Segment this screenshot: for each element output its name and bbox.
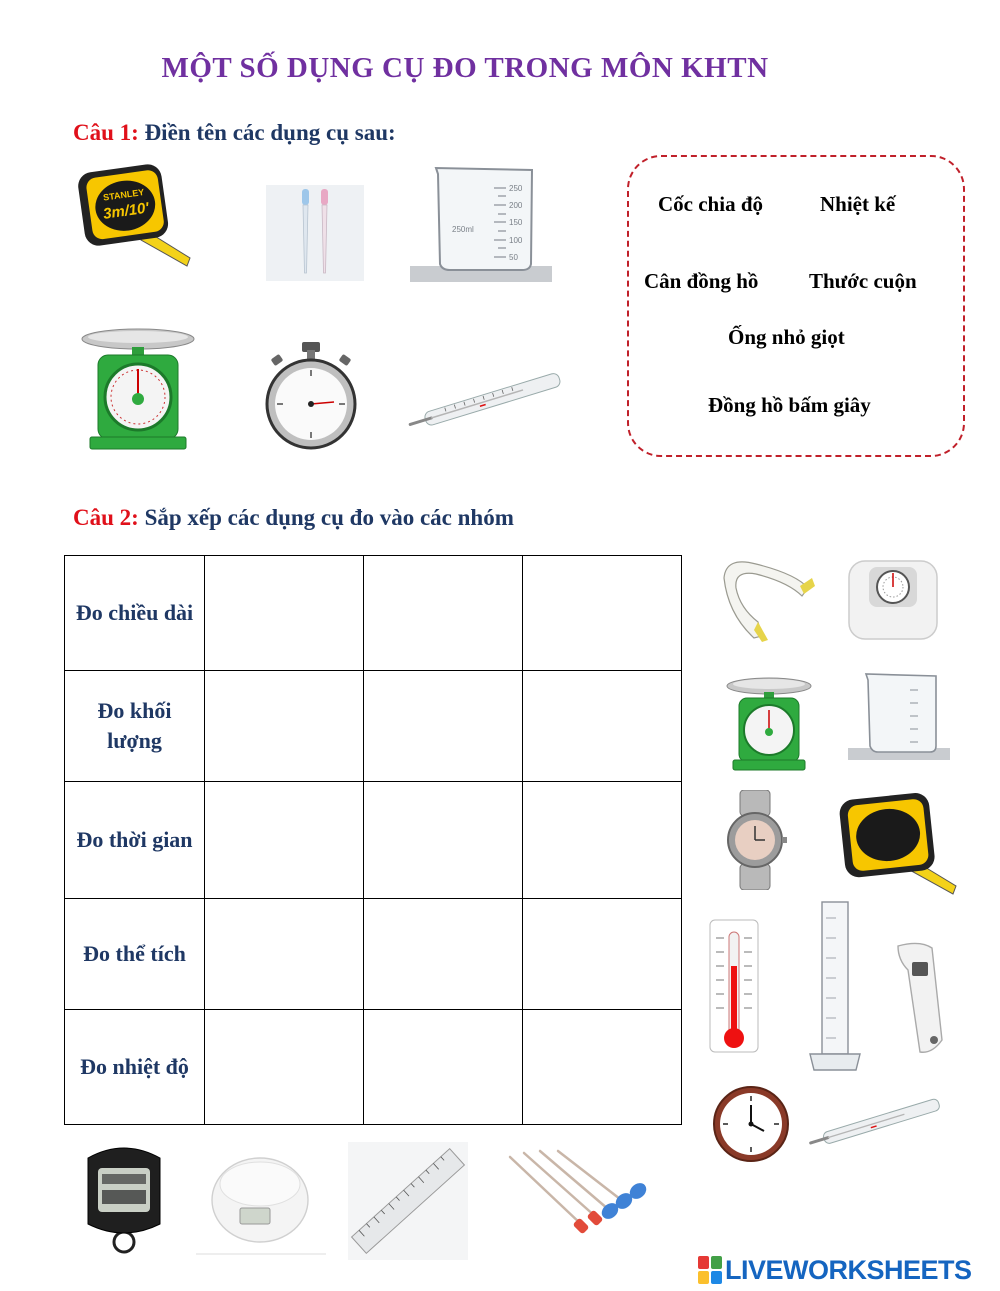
drop-cell[interactable] [205, 556, 364, 671]
row-label-length: Đo chiều dài [65, 556, 205, 671]
ruler-icon[interactable] [348, 1142, 468, 1260]
question-2-number: Câu 2: [73, 505, 139, 530]
wall-thermometer-icon[interactable] [708, 918, 760, 1054]
liveworksheets-logo [698, 1254, 972, 1286]
drop-cell[interactable] [364, 671, 523, 782]
logo-square [698, 1271, 709, 1284]
beaker-volume-label: 250ml [452, 225, 474, 234]
word-ong-nho-giot[interactable]: Ống nhỏ giọt [728, 325, 845, 349]
beaker-mark-200: 200 [509, 201, 523, 210]
page-title: MỘT SỐ DỤNG CỤ ĐO TRONG MÔN KHTN [161, 52, 769, 84]
wristwatch-icon[interactable] [722, 790, 788, 890]
droppers-icon[interactable] [502, 1147, 658, 1245]
drop-cell[interactable] [523, 899, 682, 1010]
drop-cell[interactable] [364, 1010, 523, 1125]
dial-scale-icon [80, 327, 196, 453]
row-label-mass: Đo khối lượng [65, 671, 205, 782]
beaker-mark-250: 250 [509, 184, 523, 193]
drop-cell[interactable] [523, 556, 682, 671]
dropper-pipette-icon [266, 185, 364, 281]
word-can-dong-ho[interactable]: Cân đồng hồ [644, 269, 759, 293]
thermometer-icon-2[interactable] [806, 1095, 946, 1153]
graduated-cylinder-icon[interactable] [806, 898, 864, 1074]
table-row [65, 556, 682, 671]
drop-cell[interactable] [523, 782, 682, 899]
table-row [65, 1010, 682, 1125]
drop-cell[interactable] [205, 899, 364, 1010]
tape-brand-label: STANLEY [102, 186, 145, 203]
drop-cell[interactable] [205, 671, 364, 782]
table-row [65, 671, 682, 782]
word-dong-ho-bam-giay[interactable]: Đồng hồ bấm giây [708, 393, 871, 417]
table-row [65, 782, 682, 899]
soft-measuring-tape-icon[interactable] [716, 548, 816, 644]
table-row [65, 899, 682, 1010]
drop-cell[interactable] [523, 671, 682, 782]
drop-cell[interactable] [205, 782, 364, 899]
drop-cell[interactable] [523, 1010, 682, 1125]
word-bank [627, 155, 965, 457]
thermometer-icon [405, 370, 569, 434]
question-1-number: Câu 1: [73, 120, 139, 145]
logo-square [711, 1256, 722, 1269]
beaker-icon [410, 160, 552, 282]
dial-scale-icon-2[interactable] [726, 676, 812, 772]
beaker-mark-150: 150 [509, 218, 523, 227]
drop-cell[interactable] [364, 556, 523, 671]
question-2-heading [73, 505, 514, 531]
drop-cell[interactable] [364, 782, 523, 899]
row-label-temperature: Đo nhiệt độ [65, 1010, 205, 1125]
drop-cell[interactable] [205, 1010, 364, 1125]
kitchen-scale-icon[interactable] [196, 1150, 326, 1256]
word-thuoc-cuon[interactable]: Thước cuộn [809, 269, 917, 293]
wall-clock-icon[interactable] [712, 1085, 790, 1163]
row-label-time: Đo thời gian [65, 782, 205, 899]
drop-cell[interactable] [364, 899, 523, 1010]
row-label-volume: Đo thể tích [65, 899, 205, 1010]
tape-measure-icon [75, 162, 195, 270]
logo-mark-icon [698, 1256, 722, 1284]
word-nhiet-ke[interactable]: Nhiệt kế [820, 192, 896, 216]
logo-square [698, 1256, 709, 1269]
stopwatch-icon [264, 340, 358, 452]
tape-measure-icon-2[interactable] [836, 788, 960, 896]
question-1-heading [73, 120, 396, 146]
tape-size-label: 3m/10' [102, 199, 151, 223]
question-1-text: Điền tên các dụng cụ sau: [138, 120, 396, 145]
beaker-mark-50: 50 [509, 253, 518, 262]
digital-stopwatch-icon[interactable] [80, 1144, 168, 1256]
infrared-thermometer-icon[interactable] [892, 940, 948, 1056]
bathroom-scale-icon[interactable] [845, 557, 941, 643]
word-coc-chia-do[interactable]: Cốc chia độ [658, 192, 763, 216]
question-2-text: Sắp xếp các dụng cụ đo vào các nhóm [138, 505, 514, 530]
sorting-table [64, 555, 682, 1125]
logo-square [711, 1271, 722, 1284]
beaker-icon-2[interactable] [848, 670, 950, 760]
logo-text: LIVEWORKSHEETS [725, 1254, 972, 1285]
beaker-mark-100: 100 [509, 236, 523, 245]
